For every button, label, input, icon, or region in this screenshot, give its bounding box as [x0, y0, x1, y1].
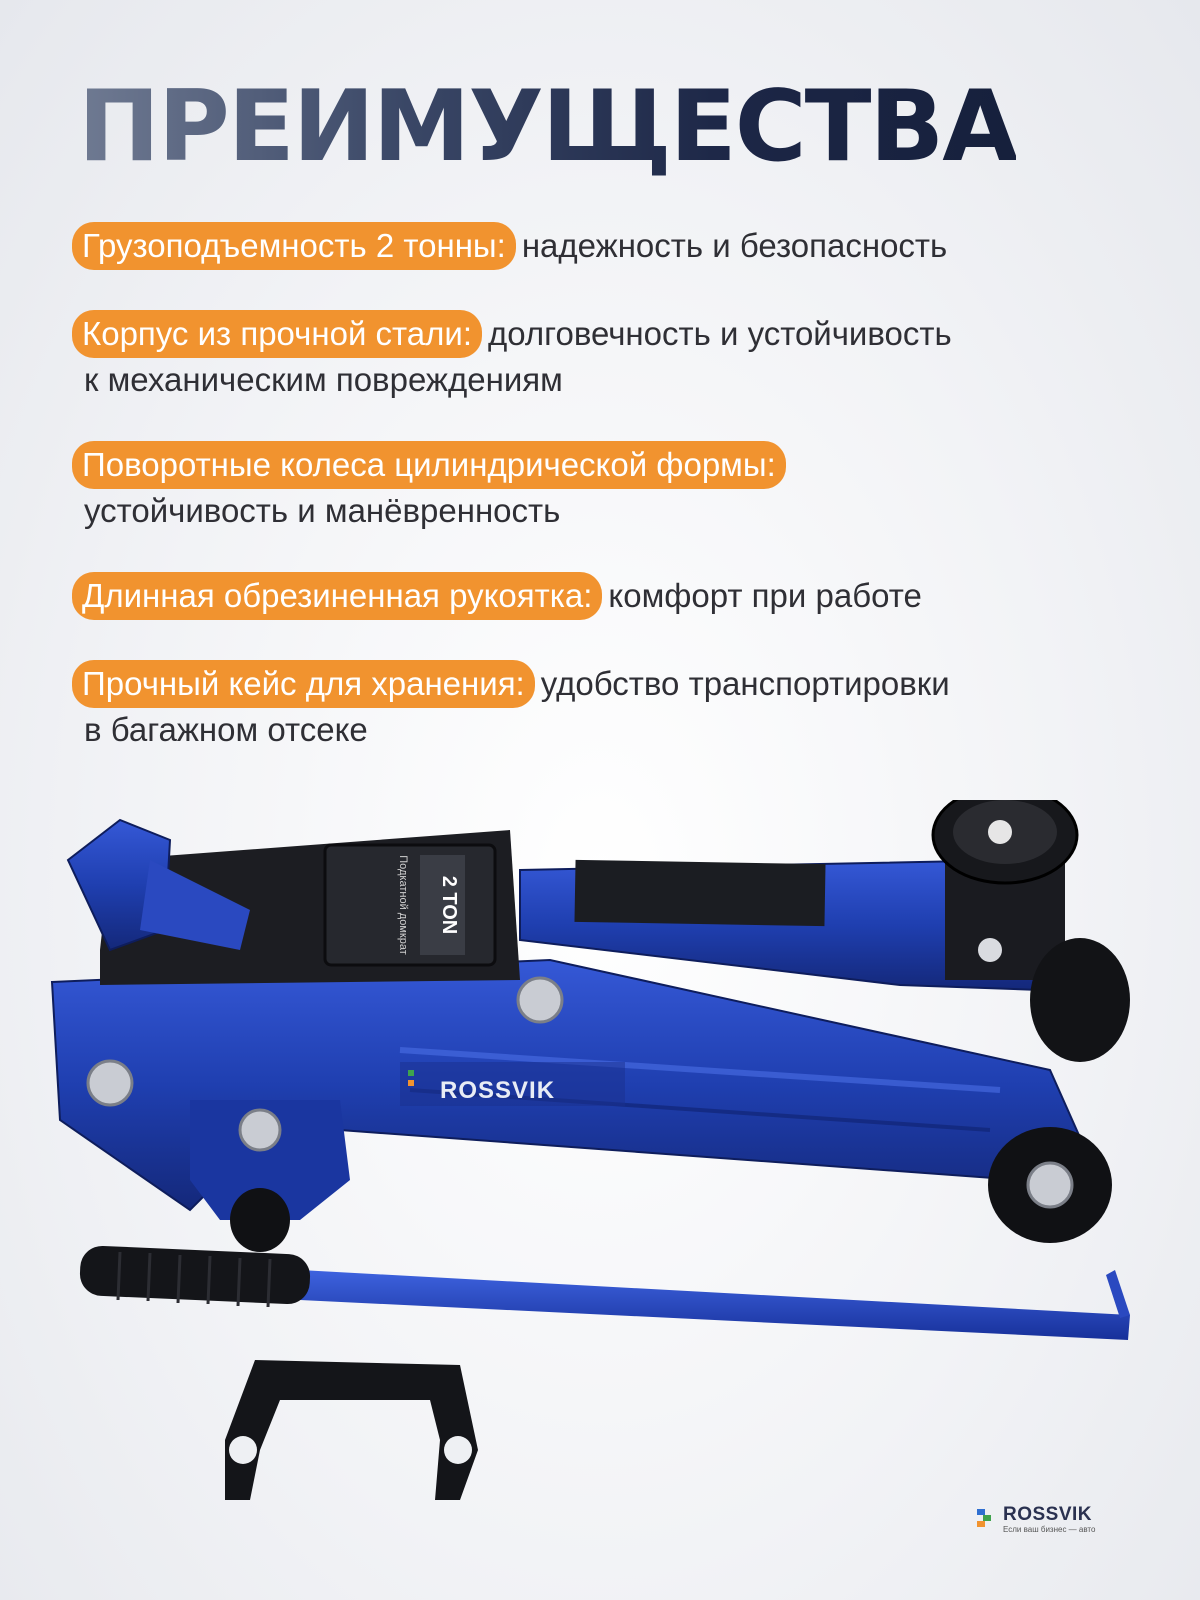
benefit-item-steel-body — [72, 310, 1172, 401]
benefit-continuation: к механическим повреждениям — [84, 361, 563, 398]
body-brand — [400, 1062, 625, 1106]
benefit-text: надежность и безопасность — [521, 227, 948, 264]
rossvik-logo-icon — [975, 1505, 1001, 1531]
benefit-continuation: в багажном отсеке — [84, 711, 368, 748]
jack-handle — [79, 1245, 1130, 1340]
benefits-list — [72, 222, 1172, 791]
benefit-item-case — [72, 660, 1172, 751]
benefit-highlight: Поворотные колеса цилиндрической формы: — [72, 441, 786, 489]
logo-name: ROSSVIK — [1003, 1504, 1093, 1525]
plate-label: 2 TON — [438, 875, 460, 935]
benefit-continuation: устойчивость и манёвренность — [84, 492, 561, 529]
benefit-highlight: Длинная обрезиненная рукоятка: — [72, 572, 602, 620]
benefit-text: долговечность и устойчивость — [488, 315, 952, 352]
benefit-text: комфорт при работе — [608, 577, 922, 614]
logo-tagline: Если ваш бизнес — авто — [1003, 1525, 1096, 1534]
brand-logo — [975, 1505, 1095, 1535]
benefit-highlight: Грузоподъемность 2 тонны: — [72, 222, 516, 270]
benefit-item-handle — [72, 572, 1172, 620]
benefit-highlight: Корпус из прочной стали: — [72, 310, 482, 358]
benefit-text: удобство транспортировки — [540, 665, 950, 702]
case-handle — [225, 1360, 478, 1500]
benefit-item-wheels — [72, 441, 1172, 532]
benefit-item-capacity — [72, 222, 1172, 270]
floor-jack-image — [40, 800, 1170, 1520]
plate-sub: Подкатной домкрат — [397, 855, 409, 955]
benefit-highlight: Прочный кейс для хранения: — [72, 660, 535, 708]
body-brand-label: ROSSVIK — [440, 1077, 556, 1104]
page-title: ПРЕИМУЩЕСТВА — [78, 70, 1017, 184]
